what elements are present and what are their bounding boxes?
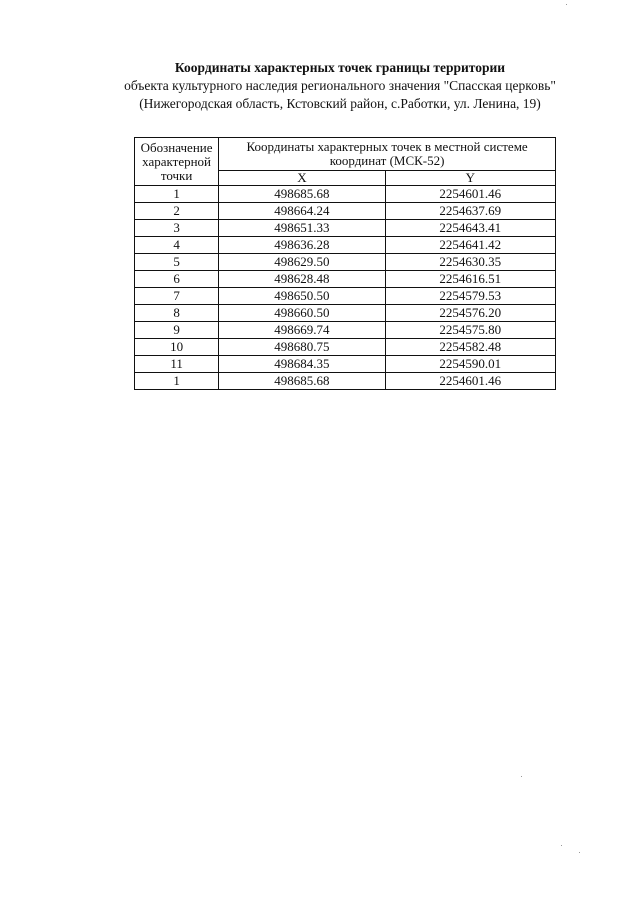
cell-y: 2254582.48 bbox=[385, 339, 555, 356]
header-coordinates-group: Координаты характерных точек в местной системе координат (МСК-52) bbox=[219, 138, 556, 171]
cell-point: 7 bbox=[135, 288, 219, 305]
table-row bbox=[135, 339, 556, 356]
cell-x: 498628.48 bbox=[219, 271, 385, 288]
cell-point: 11 bbox=[135, 356, 219, 373]
document-heading bbox=[0, 59, 640, 113]
cell-x: 498636.28 bbox=[219, 237, 385, 254]
table-row bbox=[135, 356, 556, 373]
cell-x: 498650.50 bbox=[219, 288, 385, 305]
coordinates-table bbox=[134, 137, 556, 390]
document-subtitle-address: (Нижегородская область, Кстовский район, с.Работки, ул. Ленина, 19) bbox=[139, 96, 541, 111]
cell-y: 2254601.46 bbox=[385, 186, 555, 203]
cell-y: 2254575.80 bbox=[385, 322, 555, 339]
table-row bbox=[135, 237, 556, 254]
cell-y: 2254630.35 bbox=[385, 254, 555, 271]
header-point-designation: Обозначение характерной точки bbox=[135, 138, 219, 186]
cell-y: 2254576.20 bbox=[385, 305, 555, 322]
scan-speck bbox=[579, 852, 580, 853]
cell-point: 5 bbox=[135, 254, 219, 271]
table-row bbox=[135, 288, 556, 305]
scan-speck bbox=[521, 776, 522, 777]
cell-y: 2254641.42 bbox=[385, 237, 555, 254]
table-row bbox=[135, 271, 556, 288]
table-row bbox=[135, 254, 556, 271]
document-subtitle-object: объекта культурного наследия регионального значения "Спасская церковь" bbox=[124, 78, 556, 93]
cell-point: 4 bbox=[135, 237, 219, 254]
cell-point: 1 bbox=[135, 373, 219, 390]
cell-x: 498685.68 bbox=[219, 186, 385, 203]
table-row bbox=[135, 220, 556, 237]
header-y: Y bbox=[385, 171, 555, 186]
cell-y: 2254643.41 bbox=[385, 220, 555, 237]
cell-y: 2254616.51 bbox=[385, 271, 555, 288]
cell-x: 498685.68 bbox=[219, 373, 385, 390]
cell-point: 2 bbox=[135, 203, 219, 220]
cell-point: 9 bbox=[135, 322, 219, 339]
cell-y: 2254579.53 bbox=[385, 288, 555, 305]
cell-x: 498664.24 bbox=[219, 203, 385, 220]
cell-y: 2254590.01 bbox=[385, 356, 555, 373]
table-row bbox=[135, 186, 556, 203]
cell-x: 498680.75 bbox=[219, 339, 385, 356]
cell-x: 498669.74 bbox=[219, 322, 385, 339]
cell-x: 498684.35 bbox=[219, 356, 385, 373]
cell-point: 3 bbox=[135, 220, 219, 237]
document-title: Координаты характерных точек границы территории bbox=[174, 60, 506, 75]
scan-speck bbox=[561, 845, 562, 846]
table-row bbox=[135, 203, 556, 220]
table-row bbox=[135, 373, 556, 390]
coordinates-table-body bbox=[135, 186, 556, 390]
cell-point: 10 bbox=[135, 339, 219, 356]
cell-point: 8 bbox=[135, 305, 219, 322]
cell-x: 498651.33 bbox=[219, 220, 385, 237]
cell-y: 2254637.69 bbox=[385, 203, 555, 220]
cell-point: 1 bbox=[135, 186, 219, 203]
cell-point: 6 bbox=[135, 271, 219, 288]
cell-y: 2254601.46 bbox=[385, 373, 555, 390]
header-x: X bbox=[219, 171, 385, 186]
cell-x: 498629.50 bbox=[219, 254, 385, 271]
scan-speck bbox=[566, 4, 567, 5]
cell-x: 498660.50 bbox=[219, 305, 385, 322]
table-row bbox=[135, 322, 556, 339]
table-row bbox=[135, 305, 556, 322]
